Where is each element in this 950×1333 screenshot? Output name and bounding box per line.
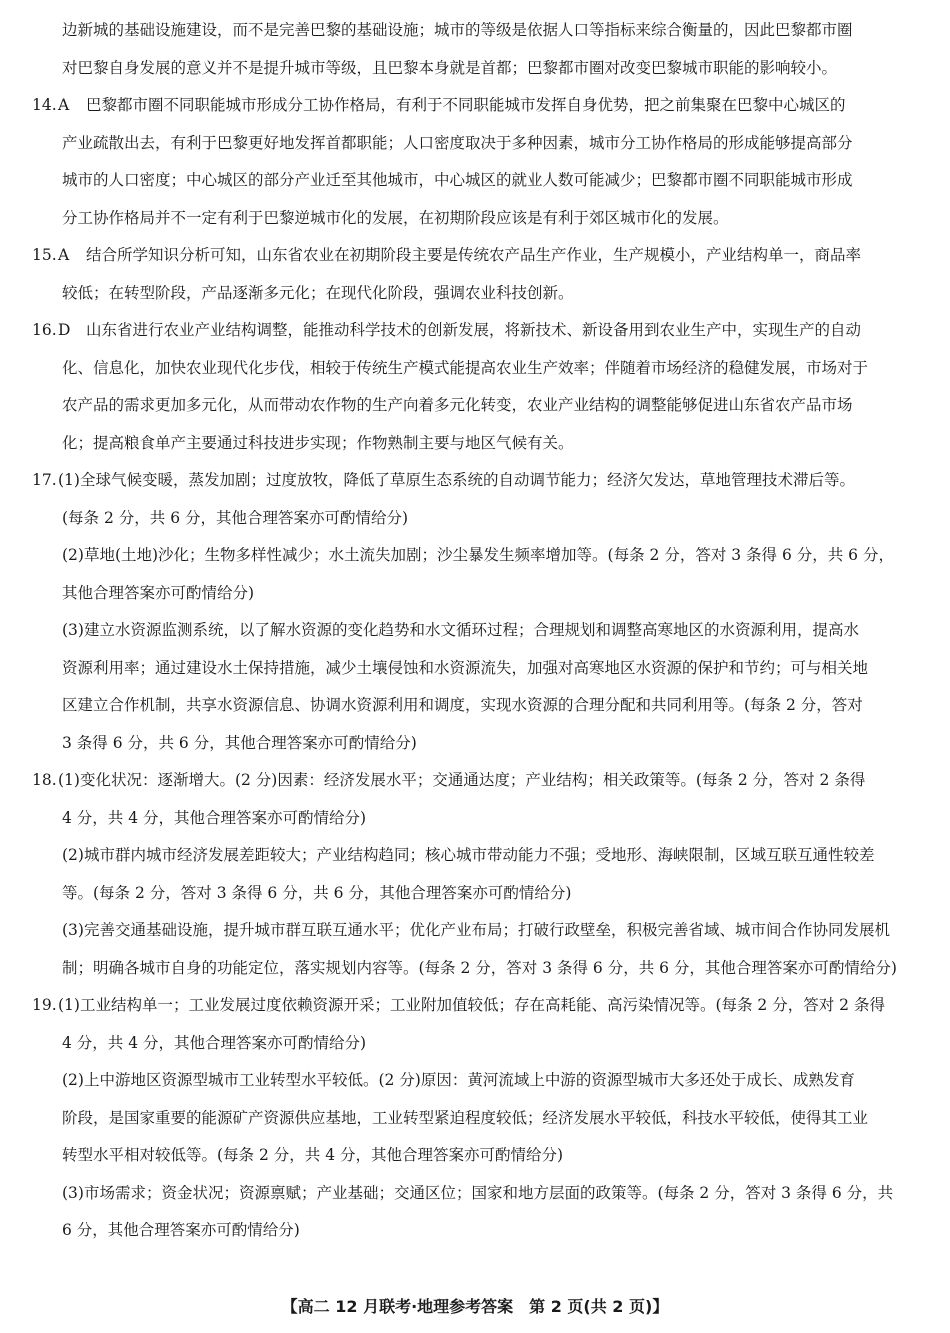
question-number: 19. bbox=[32, 996, 57, 1014]
text-line: (3)市场需求；资金状况；资源禀赋；产业基础；交通区位；国家和地方层面的政策等。(每条 2 分，答对 3 条得 6 分，共 bbox=[62, 1183, 894, 1202]
text-line: 6 分，其他合理答案亦可酌情给分) bbox=[62, 1221, 300, 1239]
text-line: 农产品的需求更加多元化，从而带动农作物的生产向着多元化转变，农业产业结构的调整能够促进山东省农产品市场 bbox=[62, 396, 853, 414]
q13-continuation bbox=[62, 12, 920, 87]
page-footer: 【高二 12 月联考·地理参考答案 第 2 页(共 2 页)】 bbox=[281, 1297, 669, 1316]
text-line: 资源利用率；通过建设水土保持措施，减少土壤侵蚀和水资源流失，加强对高寒地区水资源的保护和节约；可与相关地 bbox=[62, 658, 869, 677]
text-line: 结合所学知识分析可知，山东省农业在初期阶段主要是传统农产品生产作业，生产规模小，产业结构单一，商品率 bbox=[86, 246, 862, 264]
question-number: 15. bbox=[32, 246, 57, 264]
answer-letter: A bbox=[58, 246, 70, 264]
text-line: 城市的人口密度；中心城区的部分产业迁至其他城市，中心城区的就业人数可能减少；巴黎都市圈不同职能城市形成 bbox=[62, 171, 853, 189]
question-16 bbox=[32, 312, 920, 462]
text-line: (1)全球气候变暖，蒸发加剧；过度放牧，降低了草原生态系统的自动调节能力；经济欠发达，草地管理技术滞后等。 bbox=[58, 471, 855, 489]
question-19 bbox=[32, 987, 920, 1250]
text-line: (1)工业结构单一；工业发展过度依赖资源开采；工业附加值较低；存在高耗能、高污染情况等。(每条 2 分，答对 2 条得 bbox=[58, 996, 885, 1014]
answer-letter: D bbox=[58, 321, 71, 339]
question-18 bbox=[32, 762, 920, 987]
text-line: 产业疏散出去，有利于巴黎更好地发挥首都职能；人口密度取决于多种因素，城市分工协作格局的形成能够提高部分 bbox=[62, 133, 853, 152]
question-number: 16. bbox=[32, 321, 57, 339]
text-line: (2)城市群内城市经济发展差距较大；产业结构趋同；核心城市带动能力不强；受地形、海峡限制，区域互联互通性较差 bbox=[62, 846, 875, 864]
question-15 bbox=[32, 237, 920, 312]
text-line: (3)建立水资源监测系统，以了解水资源的变化趋势和水文循环过程；合理规划和调整高寒地区的水资源利用，提高水 bbox=[62, 621, 859, 639]
text-line: 对巴黎自身发展的意义并不是提升城市等级，且巴黎本身就是首都；巴黎都市圈对改变巴黎城市职能的影响较小。 bbox=[62, 58, 838, 77]
text-line: 分工协作格局并不一定有利于巴黎逆城市化的发展，在初期阶段应该是有利于郊区城市化的发展。 bbox=[62, 208, 729, 227]
answer-letter: A bbox=[58, 96, 70, 114]
text-line: 区建立合作机制，共享水资源信息、协调水资源利用和调度，实现水资源的合理分配和共同利用等。(每条 2 分，答对 bbox=[62, 696, 863, 714]
text-line: 巴黎都市圈不同职能城市形成分工协作格局，有利于不同职能城市发挥自身优势，把之前集聚在巴黎中心城区的 bbox=[86, 96, 846, 114]
text-line: 较低；在转型阶段，产品逐渐多元化；在现代化阶段，强调农业科技创新。 bbox=[62, 283, 574, 302]
text-line: 3 条得 6 分，共 6 分，其他合理答案亦可酌情给分) bbox=[62, 733, 417, 752]
text-line: 转型水平相对较低等。(每条 2 分，共 4 分，其他合理答案亦可酌情给分) bbox=[62, 1146, 564, 1164]
text-line: 化；提高粮食单产主要通过科技进步实现；作物熟制主要与地区气候有关。 bbox=[62, 433, 574, 452]
text-line: 山东省进行农业产业结构调整，能推动科学技术的创新发展，将新技术、新设备用到农业生产中，实现生产的自动 bbox=[86, 321, 862, 339]
text-line: (每条 2 分，共 6 分，其他合理答案亦可酌情给分) bbox=[62, 508, 409, 527]
text-line: 4 分，共 4 分，其他合理答案亦可酌情给分) bbox=[62, 808, 367, 827]
text-line: (2)上中游地区资源型城市工业转型水平较低。(2 分)原因：黄河流域上中游的资源型城市大多还处于成长、成熟发育 bbox=[62, 1071, 855, 1089]
text-line: 边新城的基础设施建设，而不是完善巴黎的基础设施；城市的等级是依据人口等指标来综合衡量的，因此巴黎都市圈 bbox=[62, 21, 853, 39]
text-line: (1)变化状况：逐渐增大。(2 分)因素：经济发展水平；交通通达度；产业结构；相关政策等。(每条 2 分，答对 2 条得 bbox=[58, 771, 866, 789]
text-line: 等。(每条 2 分，答对 3 条得 6 分，共 6 分，其他合理答案亦可酌情给分) bbox=[62, 883, 572, 902]
question-number: 14. bbox=[32, 96, 57, 114]
question-number: 17. bbox=[32, 471, 57, 489]
text-line: 制；明确各城市自身的功能定位，落实规划内容等。(每条 2 分，答对 3 条得 6 分，共 6 分，其他合理答案亦可酌情给分) bbox=[62, 958, 897, 977]
text-line: (2)草地(土地)沙化；生物多样性减少；水土流失加剧；沙尘暴发生频率增加等。(每条 2 分，答对 3 条得 6 分，共 6 分， bbox=[62, 546, 894, 564]
question-14 bbox=[32, 87, 920, 237]
question-number: 18. bbox=[32, 771, 57, 789]
text-line: 其他合理答案亦可酌情给分) bbox=[62, 583, 255, 602]
text-line: 4 分，共 4 分，其他合理答案亦可酌情给分) bbox=[62, 1033, 367, 1052]
text-line: 阶段，是国家重要的能源矿产资源供应基地，工业转型紧迫程度较低；经济发展水平较低，科技水平较低，使得其工业 bbox=[62, 1108, 869, 1127]
question-17 bbox=[32, 462, 920, 762]
text-line: 化、信息化，加快农业现代化步伐，相较于传统生产模式能提高农业生产效率；伴随着市场经济的稳健发展，市场对于 bbox=[62, 358, 869, 377]
text-line: (3)完善交通基础设施，提升城市群互联互通水平；优化产业布局；打破行政壁垒，积极完善省域、城市间合作协同发展机 bbox=[62, 921, 890, 939]
